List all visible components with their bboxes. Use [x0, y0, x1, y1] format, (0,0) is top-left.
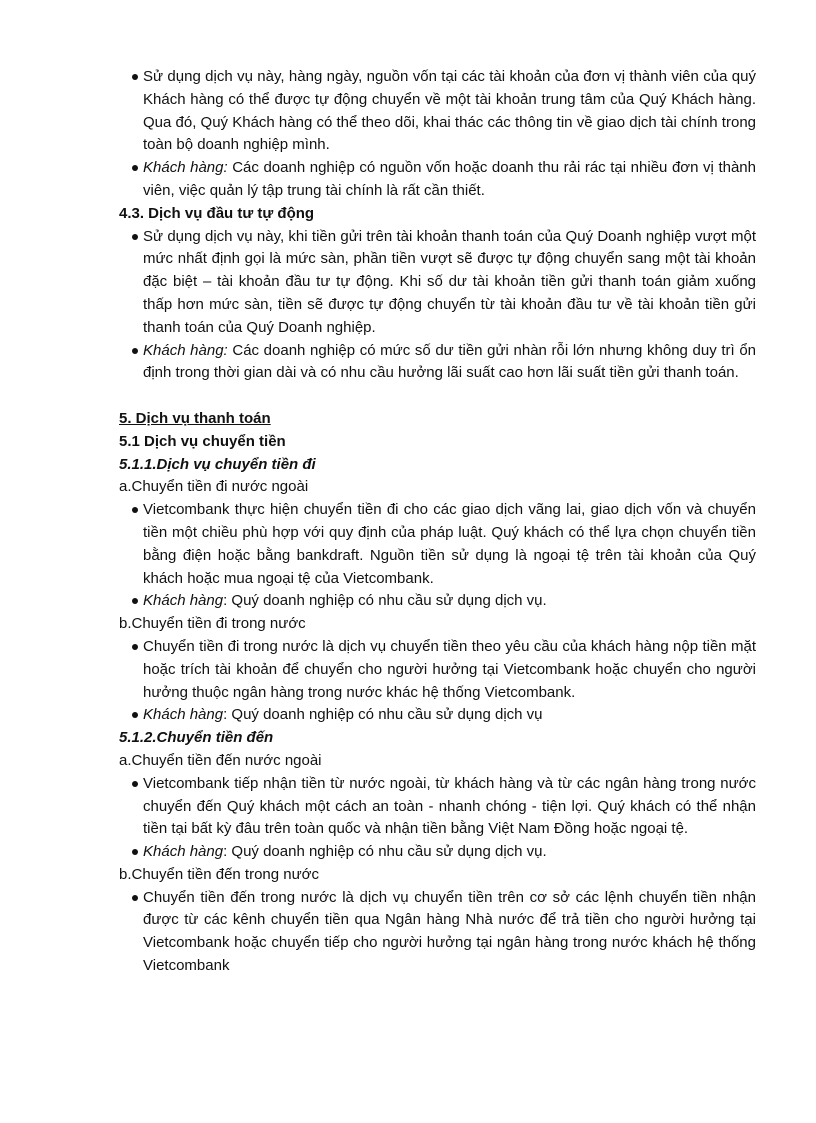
section-heading-4-3: 4.3. Dịch vụ đầu tư tự động [119, 204, 315, 222]
bullet-paragraph: Chuyển tiền đến trong nước là dịch vụ chuyển tiền trên cơ sở các lệnh chuyển tiền nhận được từ các kênh chuyển tiền qua Ngân hàng Nhà nước để trả tiền cho người hưởng tại Vietcombank hoặc chuyển tiếp cho người hưởng tại ngân hàng trong nước khách hệ thống Vietcombank [143, 887, 756, 978]
bullet-paragraph: Sử dụng dịch vụ này, hàng ngày, nguồn vốn tại các tài khoản của đơn vị thành viên của quý Khách hàng có thể được tự động chuyển về một tài khoản trung tâm của Quý Khách hàng. Qua đó, Quý Khách hàng có thể theo dõi, khai thác các thông tin về giao dịch tài chính trong toàn bộ doanh nghiệp mình. [143, 66, 756, 157]
customer-label: Khách hàng [143, 592, 224, 610]
bullet-paragraph: Vietcombank thực hiện chuyển tiền đi cho các giao dịch vãng lai, giao dịch vốn và chuyển tiền một chiều phù hợp với quy định của pháp luật. Quý khách có thể lựa chọn chuyển tiền bằng điện hoặc bằng bankdraft. Nguồn tiền sử dụng là ngoại tệ trên tài khoản của Quý khách hoặc mua ngoại tệ của Vietcombank. [143, 499, 756, 590]
subheading-b: b.Chuyển tiền đến trong nước [119, 865, 320, 883]
section-heading-5: 5. Dịch vụ thanh toán [119, 409, 271, 427]
section-heading-5-1-2: 5.1.2.Chuyển tiền đến [119, 729, 274, 747]
section-heading-5-1: 5.1 Dịch vụ chuyển tiền [119, 432, 286, 450]
customer-label: Khách hàng: [143, 159, 228, 177]
customer-label: Khách hàng: [143, 341, 228, 359]
bullet-paragraph: Khách hàng: Quý doanh nghiệp có nhu cầu sử dụng dịch vụ. [143, 590, 756, 613]
bullet-paragraph: Khách hàng: Các doanh nghiệp có mức số dư tiền gửi nhàn rỗi lớn nhưng không duy trì ổn định trong thời gian dài và có nhu cầu hưởng lãi suất cao hơn lãi suất tiền gửi thanh toán. [143, 340, 756, 386]
subheading-b: b.Chuyển tiền đi trong nước [119, 615, 306, 633]
bullet-paragraph: Khách hàng: Các doanh nghiệp có nguồn vốn hoặc doanh thu rải rác tại nhiều đơn vị thành viên, việc quản lý tập trung tài chính là rất cần thiết. [143, 157, 756, 203]
section-heading-5-1-1: 5.1.1.Dịch vụ chuyển tiền đi [119, 455, 316, 473]
bullet-paragraph: Khách hàng: Quý doanh nghiệp có nhu cầu sử dụng dịch vụ. [143, 841, 756, 864]
subheading-a: a.Chuyển tiền đến nước ngoài [119, 751, 322, 769]
bullet-paragraph: Vietcombank tiếp nhận tiền từ nước ngoài, từ khách hàng và từ các ngân hàng trong nước chuyển đến Quý khách một cách an toàn - nhanh chóng - tiện lợi. Quý khách có thể nhận tiền tại bất kỳ đâu trên toàn quốc và nhận tiền bằng Việt Nam Đồng hoặc ngoại tệ. [143, 773, 756, 841]
bullet-paragraph: Chuyển tiền đi trong nước là dịch vụ chuyển tiền theo yêu cầu của khách hàng nộp tiền mặt hoặc trích tài khoản để chuyển cho người hưởng tại Vietcombank hoặc chuyển cho người hưởng thuộc ngân hàng trong nước khác hệ thống Vietcombank. [143, 636, 756, 704]
bullet-paragraph: Khách hàng: Quý doanh nghiệp có nhu cầu sử dụng dịch vụ [143, 704, 756, 727]
customer-label: Khách hàng [143, 706, 224, 724]
customer-label: Khách hàng [143, 843, 224, 861]
blank-line [0, 385, 816, 408]
subheading-a: a.Chuyển tiền đi nước ngoài [119, 478, 309, 496]
bullet-paragraph: Sử dụng dịch vụ này, khi tiền gửi trên tài khoản thanh toán của Quý Doanh nghiệp vượt một mức nhất định gọi là mức sàn, phần tiền vượt sẽ được tự động chuyển sang một tài khoản đặc biệt – tài khoản đầu tư tự động. Khi số dư tài khoản tiền gửi thanh toán giảm xuống thấp hơn mức sàn, tiền sẽ được tự động chuyển từ tài khoản đầu tư về tài khoản tiền gửi thanh toán của Quý Doanh nghiệp. [143, 226, 756, 340]
